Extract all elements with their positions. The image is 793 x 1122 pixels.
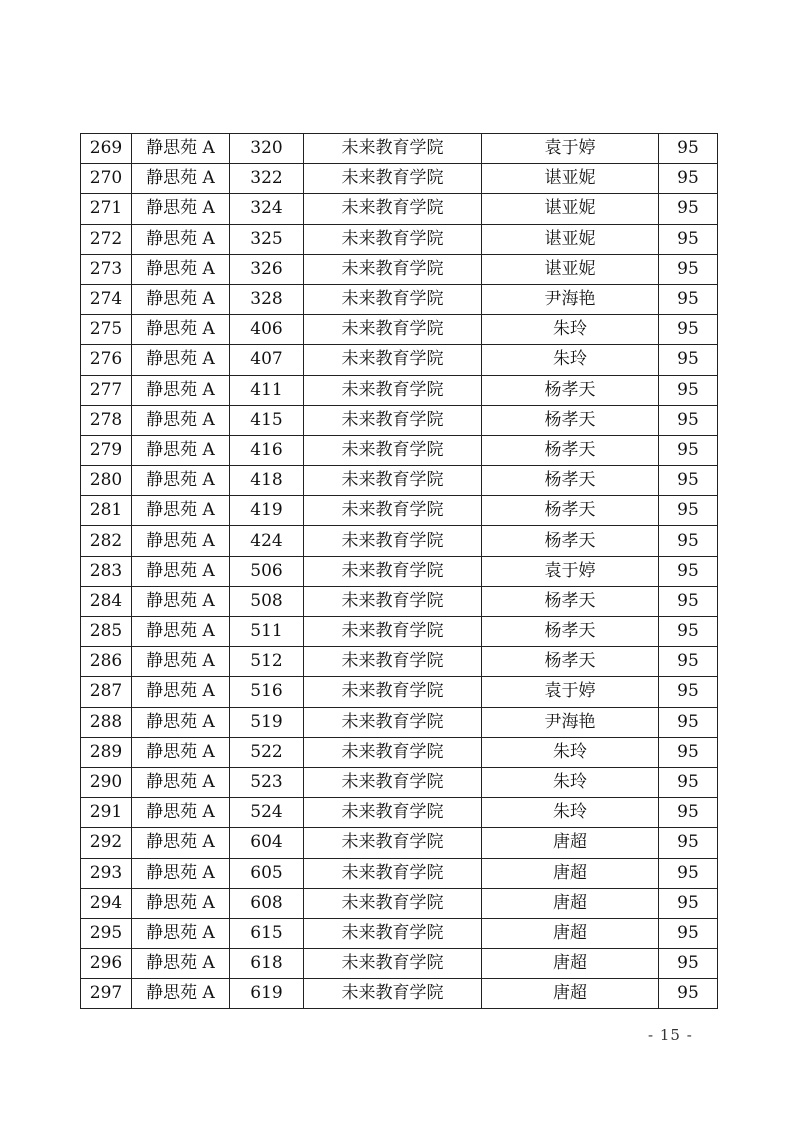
building-cell: 静思苑 A [132,466,230,496]
score-cell: 95 [659,888,718,918]
score-cell: 95 [659,496,718,526]
score-cell: 95 [659,707,718,737]
table-row [81,134,718,164]
table-row [81,918,718,948]
page-number: - 15 - [648,1026,693,1044]
counselor-cell: 袁于婷 [482,677,659,707]
row-index-cell: 294 [81,888,132,918]
room-number-cell: 324 [230,194,304,224]
counselor-cell: 唐超 [482,888,659,918]
room-number-cell: 325 [230,224,304,254]
college-cell: 未来教育学院 [304,556,482,586]
college-cell: 未来教育学院 [304,134,482,164]
room-number-cell: 615 [230,918,304,948]
counselor-cell: 杨孝天 [482,466,659,496]
room-number-cell: 619 [230,979,304,1009]
room-number-cell: 604 [230,828,304,858]
room-number-cell: 506 [230,556,304,586]
table-row [81,677,718,707]
room-number-cell: 516 [230,677,304,707]
counselor-cell: 杨孝天 [482,617,659,647]
college-cell: 未来教育学院 [304,164,482,194]
table-row [81,556,718,586]
table-row [81,767,718,797]
table-row [81,949,718,979]
room-number-cell: 407 [230,345,304,375]
score-cell: 95 [659,858,718,888]
row-index-cell: 279 [81,435,132,465]
table-row [81,435,718,465]
college-cell: 未来教育学院 [304,526,482,556]
building-cell: 静思苑 A [132,134,230,164]
room-number-cell: 508 [230,586,304,616]
table-row [81,164,718,194]
college-cell: 未来教育学院 [304,194,482,224]
room-number-cell: 524 [230,798,304,828]
counselor-cell: 唐超 [482,918,659,948]
counselor-cell: 杨孝天 [482,405,659,435]
building-cell: 静思苑 A [132,375,230,405]
counselor-cell: 尹海艳 [482,284,659,314]
row-index-cell: 283 [81,556,132,586]
score-cell: 95 [659,284,718,314]
building-cell: 静思苑 A [132,526,230,556]
room-number-cell: 618 [230,949,304,979]
counselor-cell: 朱玲 [482,737,659,767]
row-index-cell: 295 [81,918,132,948]
counselor-cell: 谌亚妮 [482,194,659,224]
college-cell: 未来教育学院 [304,405,482,435]
counselor-cell: 唐超 [482,949,659,979]
score-cell: 95 [659,345,718,375]
table-row [81,284,718,314]
room-number-cell: 418 [230,466,304,496]
building-cell: 静思苑 A [132,979,230,1009]
counselor-cell: 唐超 [482,858,659,888]
college-cell: 未来教育学院 [304,949,482,979]
score-cell: 95 [659,617,718,647]
building-cell: 静思苑 A [132,164,230,194]
building-cell: 静思苑 A [132,677,230,707]
room-number-cell: 511 [230,617,304,647]
score-cell: 95 [659,134,718,164]
counselor-cell: 尹海艳 [482,707,659,737]
row-index-cell: 271 [81,194,132,224]
college-cell: 未来教育学院 [304,435,482,465]
score-cell: 95 [659,918,718,948]
room-number-cell: 419 [230,496,304,526]
room-number-cell: 608 [230,888,304,918]
score-cell: 95 [659,677,718,707]
college-cell: 未来教育学院 [304,888,482,918]
score-cell: 95 [659,466,718,496]
table-row [81,315,718,345]
table-row [81,496,718,526]
college-cell: 未来教育学院 [304,767,482,797]
building-cell: 静思苑 A [132,284,230,314]
building-cell: 静思苑 A [132,918,230,948]
building-cell: 静思苑 A [132,435,230,465]
score-cell: 95 [659,375,718,405]
score-cell: 95 [659,435,718,465]
college-cell: 未来教育学院 [304,828,482,858]
row-index-cell: 280 [81,466,132,496]
counselor-cell: 袁于婷 [482,134,659,164]
building-cell: 静思苑 A [132,586,230,616]
building-cell: 静思苑 A [132,405,230,435]
score-cell: 95 [659,526,718,556]
college-cell: 未来教育学院 [304,707,482,737]
table-row [81,405,718,435]
counselor-cell: 朱玲 [482,798,659,828]
table-row [81,224,718,254]
table-row [81,375,718,405]
row-index-cell: 284 [81,586,132,616]
building-cell: 静思苑 A [132,345,230,375]
row-index-cell: 297 [81,979,132,1009]
row-index-cell: 296 [81,949,132,979]
row-index-cell: 269 [81,134,132,164]
score-cell: 95 [659,315,718,345]
college-cell: 未来教育学院 [304,315,482,345]
college-cell: 未来教育学院 [304,284,482,314]
counselor-cell: 袁于婷 [482,556,659,586]
score-cell: 95 [659,979,718,1009]
counselor-cell: 杨孝天 [482,435,659,465]
college-cell: 未来教育学院 [304,586,482,616]
table-row [81,254,718,284]
building-cell: 静思苑 A [132,617,230,647]
counselor-cell: 唐超 [482,979,659,1009]
college-cell: 未来教育学院 [304,375,482,405]
counselor-cell: 谌亚妮 [482,164,659,194]
building-cell: 静思苑 A [132,254,230,284]
row-index-cell: 286 [81,647,132,677]
row-index-cell: 277 [81,375,132,405]
counselor-cell: 谌亚妮 [482,224,659,254]
counselor-cell: 朱玲 [482,315,659,345]
college-cell: 未来教育学院 [304,224,482,254]
room-number-cell: 320 [230,134,304,164]
row-index-cell: 293 [81,858,132,888]
counselor-cell: 杨孝天 [482,526,659,556]
college-cell: 未来教育学院 [304,496,482,526]
counselor-cell: 杨孝天 [482,586,659,616]
score-cell: 95 [659,798,718,828]
table-row [81,979,718,1009]
row-index-cell: 275 [81,315,132,345]
building-cell: 静思苑 A [132,647,230,677]
score-cell: 95 [659,647,718,677]
room-number-cell: 512 [230,647,304,677]
college-cell: 未来教育学院 [304,858,482,888]
score-cell: 95 [659,405,718,435]
score-cell: 95 [659,767,718,797]
row-index-cell: 270 [81,164,132,194]
table-row [81,466,718,496]
score-cell: 95 [659,828,718,858]
building-cell: 静思苑 A [132,767,230,797]
college-cell: 未来教育学院 [304,345,482,375]
building-cell: 静思苑 A [132,888,230,918]
counselor-cell: 朱玲 [482,767,659,797]
room-number-cell: 424 [230,526,304,556]
counselor-cell: 杨孝天 [482,496,659,526]
college-cell: 未来教育学院 [304,466,482,496]
score-cell: 95 [659,164,718,194]
score-cell: 95 [659,254,718,284]
college-cell: 未来教育学院 [304,647,482,677]
building-cell: 静思苑 A [132,194,230,224]
row-index-cell: 287 [81,677,132,707]
room-number-cell: 522 [230,737,304,767]
table-row [81,345,718,375]
building-cell: 静思苑 A [132,858,230,888]
row-index-cell: 272 [81,224,132,254]
room-number-cell: 328 [230,284,304,314]
building-cell: 静思苑 A [132,496,230,526]
room-number-cell: 523 [230,767,304,797]
college-cell: 未来教育学院 [304,918,482,948]
table-row [81,888,718,918]
table-row [81,617,718,647]
row-index-cell: 276 [81,345,132,375]
college-cell: 未来教育学院 [304,617,482,647]
row-index-cell: 291 [81,798,132,828]
score-cell: 95 [659,224,718,254]
college-cell: 未来教育学院 [304,798,482,828]
score-cell: 95 [659,194,718,224]
room-number-cell: 326 [230,254,304,284]
row-index-cell: 290 [81,767,132,797]
table-row [81,737,718,767]
row-index-cell: 273 [81,254,132,284]
building-cell: 静思苑 A [132,737,230,767]
row-index-cell: 285 [81,617,132,647]
counselor-cell: 杨孝天 [482,375,659,405]
score-cell: 95 [659,556,718,586]
building-cell: 静思苑 A [132,707,230,737]
building-cell: 静思苑 A [132,828,230,858]
row-index-cell: 292 [81,828,132,858]
score-cell: 95 [659,586,718,616]
inspection-table [80,133,718,1009]
college-cell: 未来教育学院 [304,979,482,1009]
table-row [81,798,718,828]
table-row [81,526,718,556]
room-number-cell: 411 [230,375,304,405]
counselor-cell: 谌亚妮 [482,254,659,284]
row-index-cell: 274 [81,284,132,314]
table-row [81,858,718,888]
room-number-cell: 406 [230,315,304,345]
building-cell: 静思苑 A [132,798,230,828]
room-number-cell: 519 [230,707,304,737]
score-cell: 95 [659,949,718,979]
row-index-cell: 288 [81,707,132,737]
room-number-cell: 322 [230,164,304,194]
college-cell: 未来教育学院 [304,677,482,707]
building-cell: 静思苑 A [132,556,230,586]
room-number-cell: 415 [230,405,304,435]
row-index-cell: 281 [81,496,132,526]
building-cell: 静思苑 A [132,315,230,345]
room-number-cell: 605 [230,858,304,888]
counselor-cell: 朱玲 [482,345,659,375]
row-index-cell: 289 [81,737,132,767]
row-index-cell: 278 [81,405,132,435]
building-cell: 静思苑 A [132,224,230,254]
table-row [81,194,718,224]
score-cell: 95 [659,737,718,767]
room-number-cell: 416 [230,435,304,465]
table-row [81,828,718,858]
college-cell: 未来教育学院 [304,254,482,284]
counselor-cell: 唐超 [482,828,659,858]
table-row [81,586,718,616]
table-row [81,647,718,677]
row-index-cell: 282 [81,526,132,556]
table-body [81,134,718,1009]
college-cell: 未来教育学院 [304,737,482,767]
counselor-cell: 杨孝天 [482,647,659,677]
building-cell: 静思苑 A [132,949,230,979]
table-row [81,707,718,737]
